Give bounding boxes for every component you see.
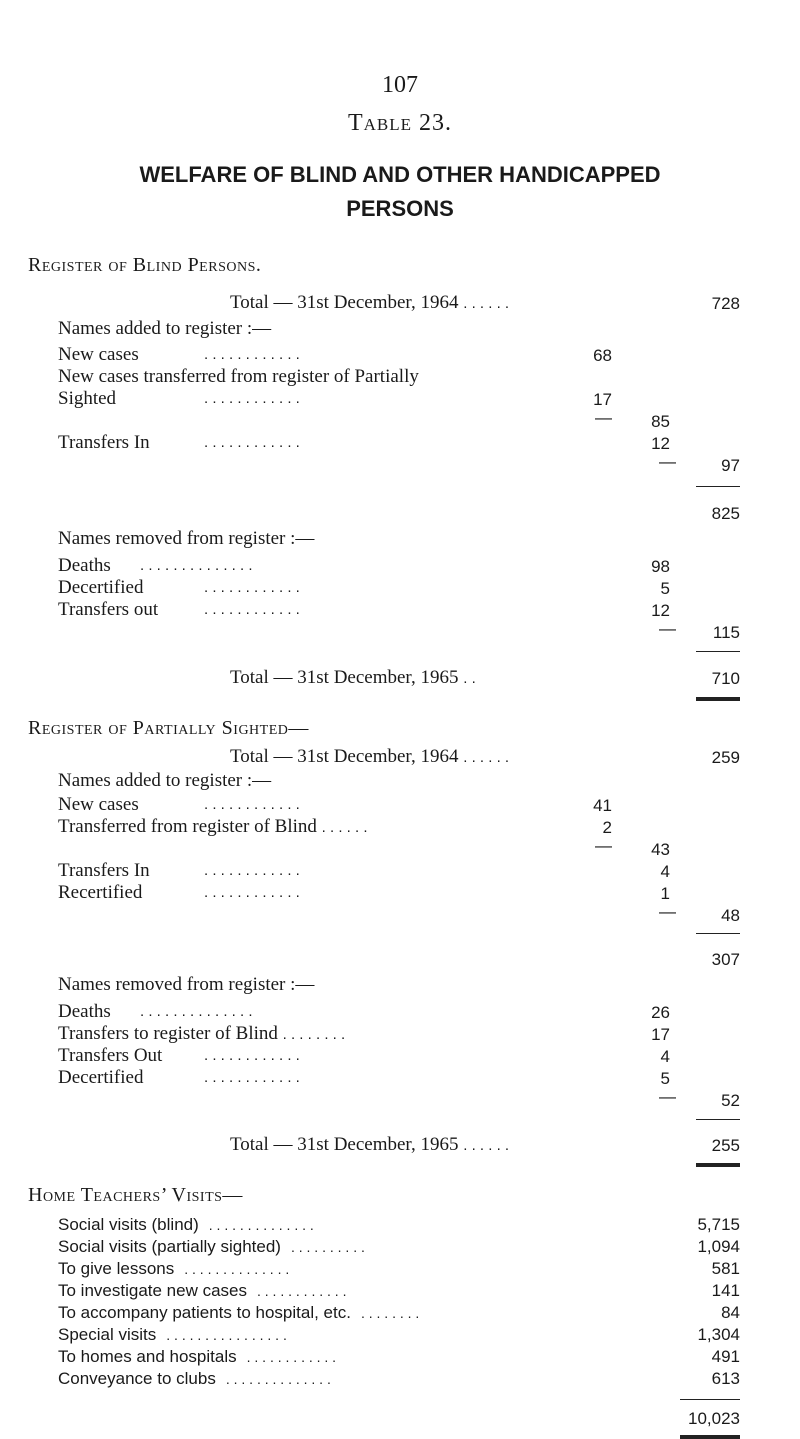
rule [680,1435,740,1439]
dash-mark: — [659,902,676,921]
partial-new-cases-value: 41 [593,796,612,815]
blind-deaths-value: 98 [651,557,670,576]
partial-recertified-label: Recertified . . . . . . . . . . . . [58,882,300,903]
blind-transfers-out-value: 12 [651,601,670,620]
partial-removed-total: 52 [721,1091,740,1110]
visits-heading: Home Teachers’ Visits— [28,1184,243,1206]
visit-row-value: 5,715 [697,1215,740,1234]
partial-new-cases-label: New cases . . . . . . . . . . . . [58,794,300,815]
dash-mark: — [659,1087,676,1106]
blind-decertified-label: Decertified . . . . . . . . . . . . [58,577,300,598]
partial-added-total: 48 [721,906,740,925]
dash-mark: — [595,836,612,855]
visit-row-label: Special visits . . . . . . . . . . . . . . . . [58,1325,287,1344]
blind-transfers-out-label: Transfers out . . . . . . . . . . . . [58,599,300,620]
partial-running-total: 307 [711,950,740,969]
partial-transfers-out-value: 4 [660,1047,670,1066]
rule [696,1163,740,1167]
partial-transfers-to-blind-value: 17 [651,1025,670,1044]
blind-transferred-value: 17 [593,390,612,409]
rule [696,1119,740,1120]
blind-decertified-value: 5 [660,579,670,598]
page-number: 107 [382,72,418,98]
visit-row-label: To give lessons . . . . . . . . . . . . . . [58,1259,290,1278]
partial-removed-heading: Names removed from register :— [58,974,315,995]
partial-transfers-in-label: Transfers In . . . . . . . . . . . . [58,860,300,881]
blind-transfers-in-value: 12 [651,434,670,453]
visit-row-label: To accompany patients to hospital, etc. . . . . . . . . [58,1303,420,1322]
dash-mark: — [659,619,676,638]
rule [680,1399,740,1400]
blind-total-1964-value: 728 [711,294,740,313]
table-label: Table 23. [347,110,453,136]
blind-new-cases-label: New cases . . . . . . . . . . . . [58,344,300,365]
partial-decertified-label: Decertified . . . . . . . . . . . . [58,1067,300,1088]
partial-transferred-value: 2 [602,818,612,837]
blind-total-1964-label: Total — 31st December, 1964 . . . . . . [230,292,510,313]
partial-transferred-label: Transferred from register of Blind . . . . . . [58,816,368,837]
visit-row-label: Social visits (partially sighted) . . . . . . . . . . [58,1237,365,1256]
partial-total-1965-value: 255 [711,1136,740,1155]
visit-row-value: 581 [711,1259,740,1278]
partial-transfers-to-blind-label: Transfers to register of Blind . . . . . . . . [58,1023,346,1044]
partial-decertified-value: 5 [660,1069,670,1088]
visit-row-value: 613 [711,1369,740,1388]
rule [696,486,740,487]
dash-mark: — [595,408,612,427]
partial-subtotal-new: 43 [651,840,670,859]
partial-deaths-label: Deaths . . . . . . . . . . . . . . [58,1001,253,1022]
partial-recertified-value: 1 [660,884,670,903]
blind-new-cases-value: 68 [593,346,612,365]
dash-mark: — [659,452,676,471]
visit-row-value: 1,304 [697,1325,740,1344]
rule [696,697,740,701]
blind-added-total: 97 [721,456,740,475]
blind-removed-total: 115 [712,623,740,642]
visit-row-label: Social visits (blind) . . . . . . . . . . . . . . [58,1215,314,1234]
partial-transfers-in-value: 4 [660,862,670,881]
partial-deaths-value: 26 [651,1003,670,1022]
partial-total-1964-value: 259 [711,748,740,767]
partial-total-1965-label: Total — 31st December, 1965 . . . . . . [230,1134,510,1155]
blind-removed-heading: Names removed from register :— [58,528,315,549]
partial-total-1964-label: Total — 31st December, 1964 . . . . . . [230,746,510,767]
visit-row-value: 84 [721,1303,740,1322]
title-line-2: PERSONS [346,196,454,221]
visit-row-value: 491 [711,1347,740,1366]
visit-row-value: 141 [711,1281,740,1300]
blind-running-total: 825 [711,504,740,523]
title-line-1: WELFARE OF BLIND AND OTHER HANDICAPPED [139,162,661,187]
visit-row-label: Conveyance to clubs . . . . . . . . . . . . . . [58,1369,331,1388]
blind-total-1965-value: 710 [711,669,740,688]
partial-added-heading: Names added to register :— [58,770,272,791]
blind-total-1965-label: Total — 31st December, 1965 . . [230,667,476,688]
blind-register-heading: Register of Blind Persons. [28,254,262,276]
partial-transfers-out-label: Transfers Out . . . . . . . . . . . . [58,1045,300,1066]
visits-total: 10,023 [688,1409,740,1428]
blind-transferred-label: New cases transferred from register of Partially [58,366,419,387]
blind-transfers-in-label: Transfers In . . . . . . . . . . . . [58,432,300,453]
visit-row-label: To investigate new cases . . . . . . . . . . . . [58,1281,347,1300]
visit-row-value: 1,094 [697,1237,740,1256]
partial-register-heading: Register of Partially Sighted— [28,717,309,739]
visit-row-label: To homes and hospitals . . . . . . . . . . . . [58,1347,337,1366]
rule [696,933,740,934]
blind-sighted-label: Sighted . . . . . . . . . . . . [58,388,300,409]
blind-subtotal-new: 85 [651,412,670,431]
blind-added-heading: Names added to register :— [58,318,272,339]
blind-deaths-label: Deaths . . . . . . . . . . . . . . [58,555,253,576]
rule [696,651,740,652]
document-title [0,158,800,226]
